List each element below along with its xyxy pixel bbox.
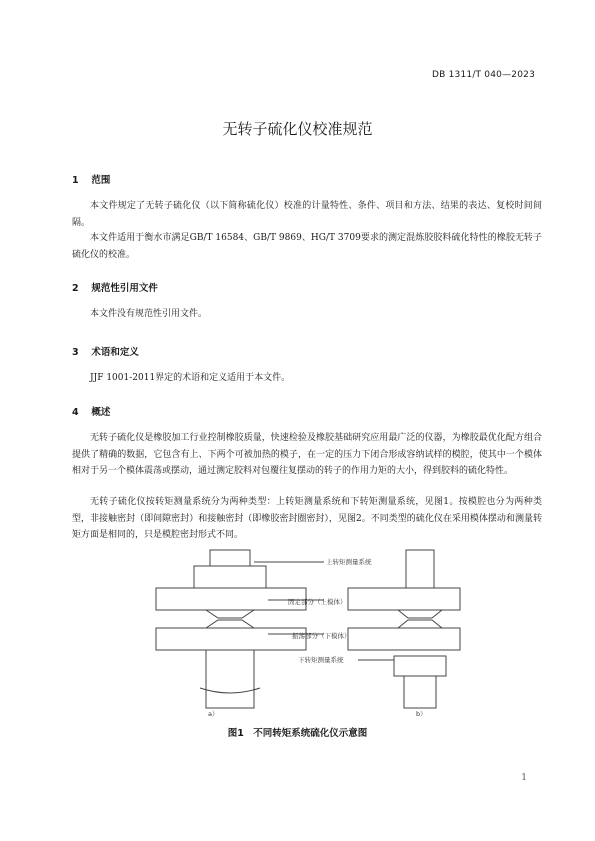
section-1-heading (72, 172, 110, 186)
lower-torque-block (394, 656, 446, 676)
label-fixed-part: 固定部分（上模体） (288, 598, 347, 606)
section-title: 范围 (91, 175, 111, 186)
lower-die-cavity (156, 620, 306, 628)
lower-cavity-b (348, 620, 460, 628)
document-code: DB 1311/T 040—2023 (432, 70, 535, 80)
page-number: 1 (521, 773, 527, 783)
section-title: 概述 (91, 407, 111, 418)
section-title: 规范性引用文件 (91, 283, 158, 294)
figure-1 (148, 548, 463, 718)
section-3-paragraph-1: JJF 1001-2011界定的术语和定义适用于本文件。 (90, 373, 291, 383)
section-2-heading (72, 280, 158, 294)
rheometer-diagram (148, 548, 463, 718)
upper-die-cavity (156, 610, 306, 618)
section-title: 术语和定义 (91, 347, 139, 358)
section-1-paragraph-1: 本文件规定了无转子硫化仪（以下简称硫化仪）校准的计量特性、条件、项目和方法、结果的表达、复校时间间隔。 (72, 201, 542, 228)
upper-shaft-cap (210, 550, 250, 566)
subfigure-a-label: a） (208, 710, 219, 718)
label-oscillating-part: 振荡部分（下模体） (292, 632, 351, 640)
figure-caption: 图1 不同转矩系统硫化仪示意图 (227, 728, 368, 739)
section-number: 3 (72, 347, 79, 358)
label-upper-system: 上转矩测量系统 (326, 558, 372, 566)
subfigure-b-label: b） (416, 710, 427, 718)
section-1-paragraph-2: 本文件适用于衡水市满足GB/T 16584、GB/T 9869、HG/T 3709要求的测定混炼胶胶料硫化特性的橡胶无转子硫化仪的校准。 (72, 233, 542, 260)
section-number: 2 (72, 283, 79, 294)
section-number: 4 (72, 407, 79, 418)
upper-die-b (348, 588, 460, 610)
document-title: 无转子硫化仪校准规范 (222, 120, 373, 138)
lower-shaft (206, 650, 254, 708)
lower-shaft-b (404, 676, 436, 708)
section-4-heading (72, 404, 110, 418)
section-2-paragraph-1: 本文件没有规范性引用文件。 (90, 309, 208, 319)
section-3-heading (72, 344, 139, 358)
section-4-paragraph-1: 无转子硫化仪是橡胶加工行业控制橡胶质量，快速检验及橡胶基础研究应用最广泛的仪器，为橡胶最优化配方组合提供了精确的数据，它包含有上、下两个可被加热的模子，在一定的压力下闭合形成容纳试样的模腔，使其中一个模体相对于另一个模体震荡或摆动，通过测定胶料对包覆往复摆动的转子的作用力矩的大小，得到胶料的硫化特性。 (72, 433, 542, 476)
upper-torque-block (194, 566, 266, 588)
section-number: 1 (72, 175, 79, 186)
section-4-paragraph-2: 无转子硫化仪按转矩测量系统分为两种类型：上转矩测量系统和下转矩测量系统，见图1。按模腔也分为两种类型，非接触密封（即间隙密封）和接触密封（即橡胶密封圈密封），见图2。不同类型的硫化仪在采用模体摆动和测量转矩方面是相同的，只是模腔密封形式不同。 (72, 497, 542, 540)
lower-die-b (348, 628, 460, 650)
oscillation-arc (200, 688, 260, 693)
upper-die (156, 588, 306, 610)
lower-die (156, 628, 306, 650)
upper-cavity-b (348, 610, 460, 618)
label-lower-system: 下转矩测量系统 (298, 656, 344, 664)
upper-shaft (406, 550, 434, 588)
